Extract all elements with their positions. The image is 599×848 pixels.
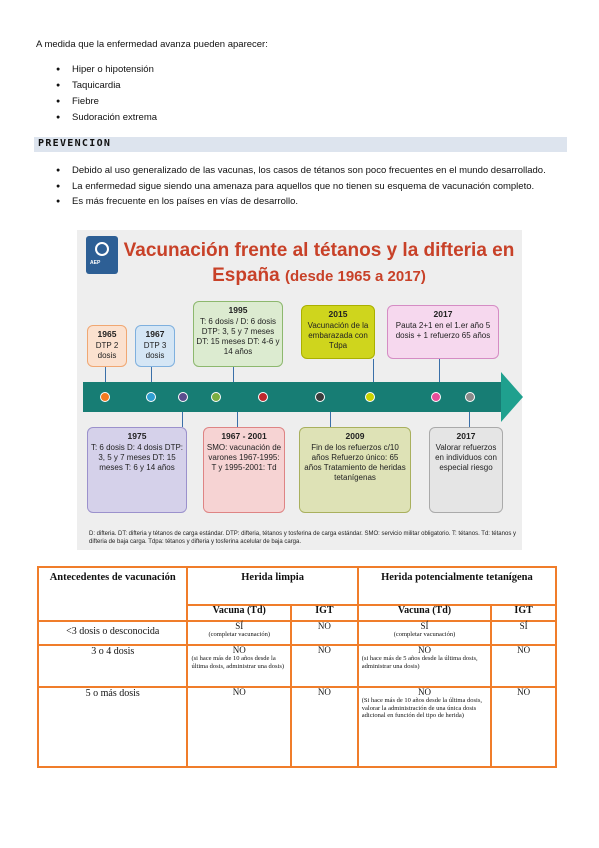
box-year: 1995 bbox=[228, 305, 248, 315]
timeline-box-2015 bbox=[301, 305, 375, 359]
cell-value: NO bbox=[232, 645, 246, 655]
box-text: T: 6 dosis D: 4 dosis DTP: 3, 5 y 7 meses DT: 15 meses T: 6 y 14 años bbox=[90, 443, 184, 472]
list-item: ● Debido al uso generalizado de las vacunas, los casos de tétanos son poco frecuentes en el mundo desarrollado. bbox=[56, 163, 566, 179]
timeline-dot bbox=[315, 392, 325, 402]
wound-vaccination-table bbox=[37, 566, 557, 768]
timeline-dot bbox=[365, 392, 375, 402]
timeline-dot bbox=[178, 392, 188, 402]
aep-logo bbox=[86, 236, 118, 274]
timeline-arrow-head bbox=[501, 372, 523, 422]
table-row bbox=[38, 645, 556, 687]
box-year: 2017 bbox=[433, 309, 453, 319]
cell-tetanigena-igt: SÍ bbox=[491, 621, 556, 645]
subheader-igt: IGT bbox=[291, 605, 358, 621]
header-antecedentes: Antecedentes de vacunación bbox=[38, 567, 187, 621]
title-line2: España bbox=[212, 265, 280, 286]
cell-note: (si hace más de 10 años desde la última dosis, administrar una dosis) bbox=[191, 655, 285, 670]
vaccination-infographic bbox=[77, 230, 522, 550]
list-item: ● Taquicardia bbox=[56, 78, 157, 94]
box-year: 1967 bbox=[145, 329, 165, 339]
header-herida-limpia: Herida limpia bbox=[187, 567, 357, 605]
cell-tetanigena-igt: NO bbox=[491, 687, 556, 767]
cell-limpia-vacuna bbox=[187, 687, 291, 767]
box-year: 2009 bbox=[345, 431, 365, 441]
timeline-box-1995 bbox=[193, 301, 283, 367]
timeline-box-2017-bottom bbox=[429, 427, 503, 513]
cell-note: (Si hace más de 10 años desde la última dosis, valorar la administración de una única dosis adicional en función del tipo de herida) bbox=[361, 697, 482, 719]
cell-value: SÍ bbox=[420, 621, 429, 631]
timeline-dot bbox=[146, 392, 156, 402]
timeline-box-1975 bbox=[87, 427, 187, 513]
box-text: Vacunación de la embarazada con Tdpa bbox=[307, 321, 369, 350]
cell-note: (si hace más de 5 años desde la última dosis, administrar una dosis) bbox=[361, 655, 478, 670]
timeline-box-2009 bbox=[299, 427, 411, 513]
subheader-vacuna: Vacuna (Td) bbox=[358, 605, 491, 621]
cell-value: NO bbox=[417, 687, 431, 697]
timeline-dot bbox=[258, 392, 268, 402]
cell-tetanigena-vacuna bbox=[358, 645, 491, 687]
box-year: 1975 bbox=[127, 431, 147, 441]
box-text: DTP 2 dosis bbox=[95, 341, 119, 360]
cell-limpia-igt: NO bbox=[291, 645, 358, 687]
timeline-box-1967 bbox=[135, 325, 175, 367]
box-year: 2015 bbox=[328, 309, 348, 319]
cell-value: SÍ bbox=[235, 621, 244, 631]
prevention-list bbox=[56, 163, 566, 210]
timeline-dot bbox=[431, 392, 441, 402]
box-text: T: 6 dosis / D: 6 dosis DTP: 3, 5 y 7 meses DT: 15 meses DT: 4-6 y 14 años bbox=[196, 317, 280, 356]
list-item: ● Fiebre bbox=[56, 94, 157, 110]
cell-note: (completar vacunación) bbox=[208, 631, 271, 638]
box-year: 1965 bbox=[97, 329, 117, 339]
logo-circle-icon bbox=[95, 242, 109, 256]
box-text: Pauta 2+1 en el 1.er año 5 dosis + 1 refuerzo 65 años bbox=[395, 321, 491, 340]
cell-value: NO bbox=[417, 645, 431, 655]
box-text: Fin de los refuerzos c/10 años Refuerzo único: 65 años Tratamiento de heridas tetanígenas bbox=[304, 443, 406, 482]
timeline-dot bbox=[100, 392, 110, 402]
timeline-dot bbox=[465, 392, 475, 402]
box-text: Valorar refuerzos en individuos con especial riesgo bbox=[435, 443, 497, 472]
cell-value: NO bbox=[232, 687, 246, 697]
section-heading: PREVENCION bbox=[38, 138, 112, 149]
timeline-box-1965 bbox=[87, 325, 127, 367]
cell-limpia-vacuna bbox=[187, 645, 291, 687]
list-item: ● La enfermedad sigue siendo una amenaza para aquellos que no tienen su esquema de vacunación completo. bbox=[56, 179, 566, 195]
logo-text: AEP bbox=[90, 260, 101, 266]
row-label: <3 dosis o desconocida bbox=[38, 621, 187, 645]
box-text: SMO: vacunación de varones 1967-1995: T y 1995-2001: Td bbox=[206, 443, 282, 472]
cell-limpia-igt: NO bbox=[291, 687, 358, 767]
section-heading-bar bbox=[34, 137, 567, 152]
box-year: 2017 bbox=[456, 431, 476, 441]
cell-tetanigena-vacuna bbox=[358, 687, 491, 767]
infographic-legend: D: difteria. DT: difteria y tétanos de carga estándar. DTP: difteria, tétanos y tosferina de carga estándar. SMO: servicio militar obligatorio. T: tétanos. Td: tétanos y difteria de baja carga. Tdpa: tétanos y difteria y tosferina acelular de baja carga. bbox=[89, 531, 516, 545]
cell-note: (completar vacunación) bbox=[393, 631, 456, 638]
subheader-vacuna: Vacuna (Td) bbox=[187, 605, 291, 621]
timeline-box-2017-top bbox=[387, 305, 499, 359]
intro-text: A medida que la enfermedad avanza pueden aparecer: bbox=[36, 39, 268, 50]
title-line1: Vacunación frente al tétanos y la difteria en bbox=[123, 240, 515, 261]
timeline-dot bbox=[211, 392, 221, 402]
timeline-box-1967-2001 bbox=[203, 427, 285, 513]
list-item: ● Hiper o hipotensión bbox=[56, 62, 157, 78]
table-row bbox=[38, 687, 556, 767]
box-year: 1967 - 2001 bbox=[221, 431, 267, 441]
cell-limpia-igt: NO bbox=[291, 621, 358, 645]
row-label: 5 o más dosis bbox=[38, 687, 187, 767]
cell-limpia-vacuna bbox=[187, 621, 291, 645]
table-row bbox=[38, 621, 556, 645]
row-label: 3 o 4 dosis bbox=[38, 645, 187, 687]
box-text: DTP 3 dosis bbox=[143, 341, 167, 360]
infographic-title bbox=[119, 238, 519, 289]
cell-tetanigena-igt: NO bbox=[491, 645, 556, 687]
subheader-igt: IGT bbox=[491, 605, 556, 621]
list-item: ● Es más frecuente en los países en vías de desarrollo. bbox=[56, 194, 566, 210]
list-item: ● Sudoración extrema bbox=[56, 110, 157, 126]
symptom-list bbox=[56, 62, 157, 126]
header-herida-tetanigena: Herida potencialmente tetanígena bbox=[358, 567, 556, 605]
title-subtitle: (desde 1965 a 2017) bbox=[284, 268, 426, 285]
cell-tetanigena-vacuna bbox=[358, 621, 491, 645]
